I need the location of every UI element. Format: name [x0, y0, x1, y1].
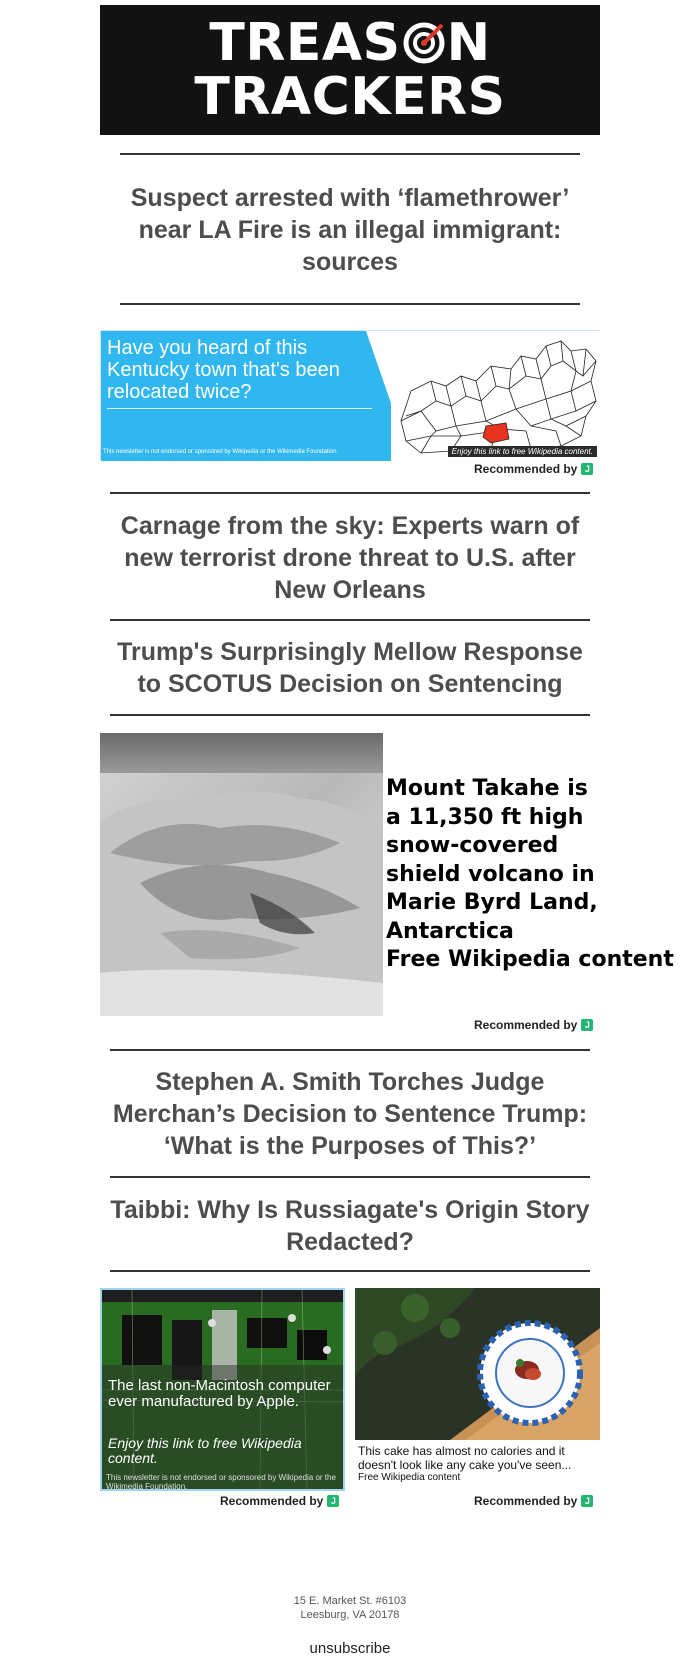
headline-link-1[interactable]: Suspect arrested with ‘flamethrower’ near LA Fire is an illegal immigrant: sources	[130, 184, 570, 276]
headline-link-5[interactable]: Taibbi: Why Is Russiagate's Origin Story Redacted?	[110, 1196, 590, 1256]
kentucky-map-image	[391, 331, 601, 461]
ad-cake-subtitle: Free Wikipedia content	[358, 1472, 461, 1483]
ad-cake-title[interactable]: This cake has almost no calories and it doesn't look like any cake you've seen...	[358, 1444, 572, 1472]
ad-apple-subtitle: Enjoy this link to free Wikipedia content.	[108, 1435, 302, 1466]
divider	[110, 619, 590, 621]
recommender-logo-icon: J	[581, 1495, 593, 1507]
logo-text-n: N	[446, 13, 491, 73]
recommended-by-label: Recommended by	[220, 1494, 324, 1508]
recommended-by-label: Recommended by	[474, 462, 578, 476]
divider	[120, 153, 580, 155]
logo-line-1	[209, 13, 491, 73]
recommender-logo-icon: J	[581, 1019, 593, 1031]
unsubscribe-link[interactable]: unsubscribe	[309, 1640, 391, 1657]
ad-disclaimer: This newsletter is not endorsed or sponsored by Wikipedia or the Wikimedia Foundation.	[103, 449, 339, 455]
divider	[120, 303, 580, 305]
footer-address-line-1: 15 E. Market St. #6103	[293, 1595, 407, 1607]
volcano-aerial-image[interactable]	[100, 733, 383, 1016]
ad-apple-disclaimer: This newsletter is not endorsed or sponsored by Wikipedia or the Wikimedia Foundation.	[106, 1473, 336, 1491]
headline-link-4[interactable]: Stephen A. Smith Torches Judge Merchan’s Decision to Sentence Trump: ‘What is the Purposes of This?’	[112, 1068, 588, 1160]
recommended-by-link[interactable]	[220, 1494, 339, 1508]
recommended-by-link[interactable]	[474, 462, 593, 476]
ad-kentucky-town[interactable]	[100, 330, 600, 460]
recommended-by-link[interactable]	[474, 1018, 593, 1032]
headline-link-3[interactable]: Trump's Surprisingly Mellow Response to SCOTUS Decision on Sentencing	[117, 638, 583, 698]
volcano-title: Mount Takahe is a 11,350 ft high snow-covered shield volcano in Marie Byrd Land, Antarctica	[386, 776, 598, 944]
divider	[110, 714, 590, 716]
ad-apple-computer[interactable]	[100, 1288, 345, 1491]
logo-text-treas: TREAS	[209, 13, 401, 73]
target-icon	[402, 21, 446, 65]
ad-title: Have you heard of this Kentucky town that's been relocated twice?	[107, 337, 340, 403]
volcano-more: Free Wikipedia content	[386, 947, 674, 972]
ad-apple-title: The last non-Macintosh computer ever manufactured by Apple.	[108, 1377, 331, 1410]
logo-line-2: TRACKERS	[194, 67, 506, 127]
recommended-by-label: Recommended by	[474, 1018, 578, 1032]
treason-trackers-logo[interactable]	[100, 5, 600, 135]
ad-map-caption: Enjoy this link to free Wikipedia content.	[448, 446, 597, 457]
volcano-article-link[interactable]	[386, 775, 674, 975]
divider	[110, 492, 590, 494]
recommender-logo-icon: J	[581, 463, 593, 475]
footer-address-line-2: Leesburg, VA 20178	[300, 1609, 400, 1621]
recommended-by-link[interactable]	[474, 1494, 593, 1508]
ad-divider	[107, 408, 372, 409]
headline-link-2[interactable]: Carnage from the sky: Experts warn of new terrorist drone threat to U.S. after New Orleans	[120, 512, 580, 604]
divider	[110, 1270, 590, 1272]
divider	[110, 1049, 590, 1051]
cake-plate-image[interactable]	[355, 1288, 600, 1440]
recommender-logo-icon: J	[327, 1495, 339, 1507]
recommended-by-label: Recommended by	[474, 1494, 578, 1508]
divider	[110, 1176, 590, 1178]
